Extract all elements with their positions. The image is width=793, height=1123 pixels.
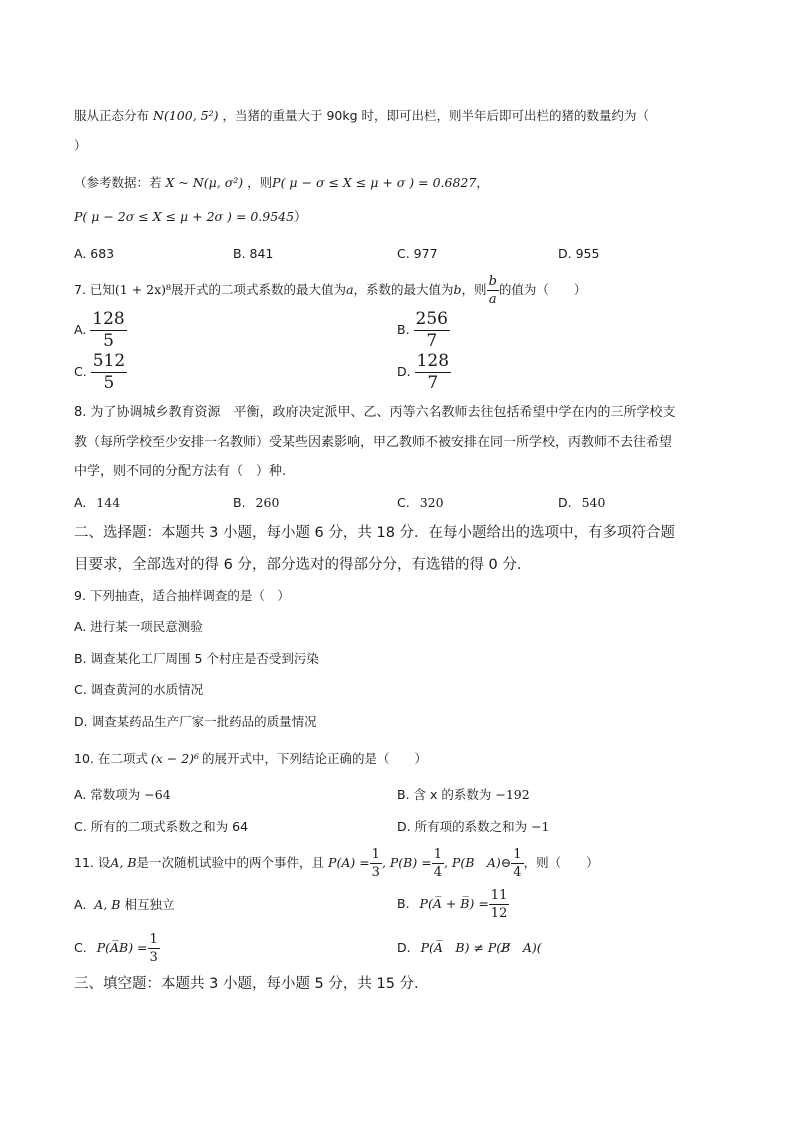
q8-option-b: B. 260 [233,495,280,510]
q8-line3: 中学，则不同的分配方法有（ ）种. [74,464,287,479]
q8-option-c: C. 320 [397,495,444,510]
q6-ref-close: ） [294,209,307,224]
q6-ref-mid: ，则 [247,175,273,190]
q10-option-b: B. 含 x 的系数为 −192 [397,787,530,802]
q9-stem: 9. 下列抽查，适合抽样调查的是（ ） [74,588,290,603]
section2-heading-line1: 二、选择题：本题共 3 小题，每小题 6 分，共 18 分．在每小题给出的选项中，有多项符合题 [74,525,676,541]
q11-stem: 11. 设A, B是一次随机试验中的两个事件，且 P(A) = $\frac{1}{3}$ , P(B) = $\frac{1}{4}$ , P(B A)⊖ $\frac{1}{4}$ ，则（ ） [74,847,599,880]
q11-events: A, B [110,855,137,870]
q11-pba-label: , P(B A)⊖ [443,855,512,870]
q9-option-a: A. 进行某一项民意测验 [74,619,203,634]
q11-option-b-fraction: $\frac{11}{12}$ [490,888,508,921]
q8-line2: 教（每所学校至少安排一名教师）受某些因素影响，甲乙教师不被安排在同一所学校，丙教师不去往希望 [74,435,673,450]
q7-stem-pre: 7. 已知 [74,282,115,297]
q9-option-b: B. 调查某化工厂周围 5 个村庄是否受到污染 [74,651,319,666]
q6-reference-line1 [74,174,489,192]
q11-option-a: A. A, B 相互独立 [74,897,175,912]
q7-option-b-fraction: $\frac{256}{7}$ [415,309,448,351]
q7-option-c-fraction: $\frac{512}{5}$ [92,351,126,393]
section3-heading: 三、填空题：本题共 3 小题，每小题 5 分，共 15 分. [74,976,419,992]
q6-option-d: D. 955 [558,246,600,261]
q7-b: b [453,282,462,297]
q6-reference-line2 [74,208,307,226]
q10-binomial: (x − 2)⁶ [150,751,200,766]
q7-stem-mid3: ，则 [461,282,487,297]
q11-pb-fraction: $\frac{1}{4}$ [433,847,442,880]
q10-stem: 10. 在二项式 (x − 2)⁶ 的展开式中，下列结论正确的是（ ） [74,751,428,766]
q7-binomial: (1 + 2x)⁸ [114,282,172,297]
q7-stem-mid2: ，系数的最大值为 [353,282,454,297]
q6-ref-comma: ， [476,175,489,190]
q7-stem [74,272,586,308]
q7-option-c: C. $\frac{512}{5}$ [74,351,126,393]
q6-line1 [74,107,649,125]
q11-option-c-fraction: $\frac{1}{3}$ [149,932,158,965]
q11-option-b: B. P(A̅ + B̅) = $\frac{11}{12}$ [397,888,508,921]
q6-ref-formula1: P( μ − σ ≤ X ≤ μ + σ ) = 0.6827 [272,175,477,190]
q8-line1: 8. 为了协调城乡教育资源 平衡，政府决定派甲、乙、丙等六名教师去往包括希望中学在内的三所学校支 [74,405,676,420]
q6-option-b: B. 841 [233,246,274,261]
q6-line1-post: ，当猪的重量大于 90kg 时，即可出栏，则半年后即可出栏的猪的数量约为（ [222,108,650,123]
q8-option-d: D. 540 [558,495,606,510]
q10-option-a: A. 常数项为 −64 [74,787,171,802]
q6-line2: ） [74,138,87,153]
q6-option-c: C. 977 [397,246,438,261]
q6-option-a: A. 683 [74,246,115,261]
q11-option-c: C. P(A̅B) = $\frac{1}{3}$ [74,932,158,965]
q11-pba-fraction: $\frac{1}{4}$ [513,847,522,880]
q11-pa-fraction: $\frac{1}{3}$ [371,847,380,880]
q7-a: a [346,282,354,297]
q7-fraction-b-over-a: $\frac{b}{a}$ [488,274,497,307]
q7-option-b: B. $\frac{256}{7}$ [397,309,448,351]
q7-option-a: A. $\frac{128}{5}$ [74,309,125,351]
q10-option-d: D. 所有项的系数之和为 −1 [397,819,550,834]
q7-option-d: D. $\frac{128}{7}$ [397,351,450,393]
q8-option-a: A. 144 [74,495,121,510]
q11-option-d: D. P(A̅ B) ≠ P(B̸ A)( [397,940,542,955]
q11-pb-label: , P(B) = [381,855,432,870]
q7-stem-mid: 展开式的二项式系数的最大值为 [171,282,347,297]
q7-stem-post: 的值为（ ） [498,282,587,297]
q6-normal-dist: N(100, 5²) [153,108,219,123]
q6-ref-open: （参考数据：若 [74,175,162,190]
q7-option-a-fraction: $\frac{128}{5}$ [92,309,125,351]
q6-ref-dist: X ~ N(μ, σ²) [165,175,244,190]
q11-pa-label: P(A) = [328,855,370,870]
q10-option-c: C. 所有的二项式系数之和为 64 [74,819,249,834]
q9-option-c: C. 调查黄河的水质情况 [74,682,204,697]
section2-heading-line2: 目要求，全部选对的得 6 分，部分选对的得部分分，有选错的得 0 分． [74,557,532,573]
q9-option-d: D. 调查某药品生产厂家一批药品的质量情况 [74,714,317,729]
q7-option-d-fraction: $\frac{128}{7}$ [416,351,450,393]
q6-line1-pre: 服从正态分布 [74,108,150,123]
q6-ref-formula2: P( μ − 2σ ≤ X ≤ μ + 2σ ) = 0.9545 [74,209,295,224]
